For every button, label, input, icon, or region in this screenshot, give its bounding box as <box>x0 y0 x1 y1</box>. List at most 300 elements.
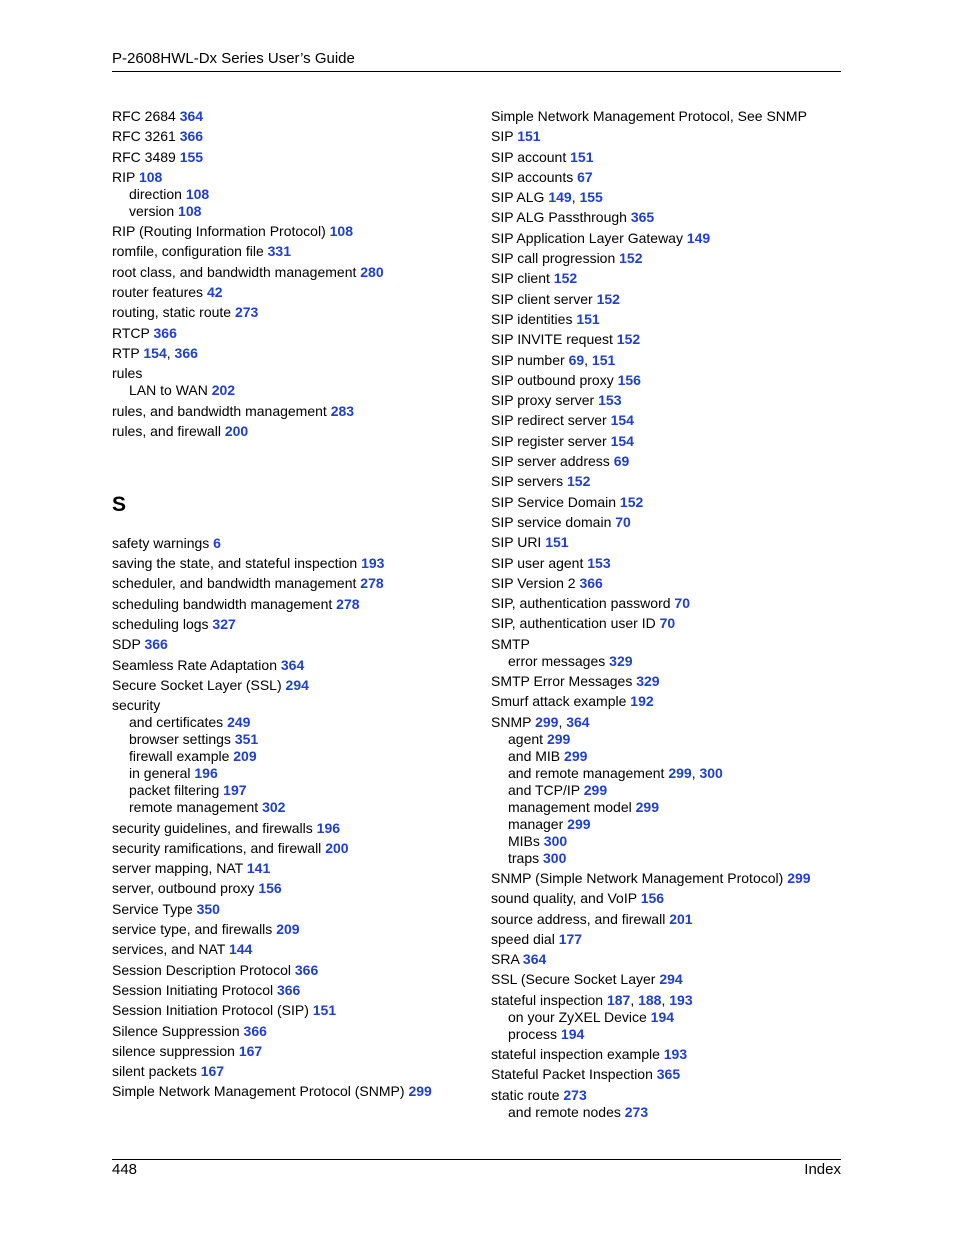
index-entry-block <box>491 128 841 145</box>
page-link[interactable]: 366 <box>243 1022 267 1039</box>
index-term: SIP Application Layer Gateway <box>491 229 683 246</box>
index-subentry <box>112 765 472 782</box>
index-entry <box>112 423 472 440</box>
index-term: scheduling bandwidth management <box>112 595 333 612</box>
page-link[interactable]: 177 <box>558 930 583 947</box>
index-entry <box>112 403 472 420</box>
page-link[interactable]: 299 <box>546 730 571 747</box>
page-link[interactable]: 365 <box>656 1066 681 1083</box>
page-link[interactable]: 67 <box>577 168 593 185</box>
page-link[interactable]: 350 <box>196 900 220 917</box>
page-link[interactable]: 299 <box>564 747 588 764</box>
page-link[interactable]: 152 <box>567 473 591 490</box>
index-subentry <box>491 1104 841 1121</box>
page-separator: , <box>571 189 580 206</box>
index-subentry <box>491 765 841 782</box>
index-entry-block <box>491 453 841 470</box>
index-term: on your ZyXEL Device <box>508 1008 647 1025</box>
page-link[interactable]: 194 <box>560 1025 585 1042</box>
page-link[interactable]: 154 <box>610 432 634 449</box>
index-entry <box>491 169 841 186</box>
index-entry-block <box>491 352 841 369</box>
page-link[interactable]: 108 <box>178 202 202 219</box>
index-entry-block <box>491 555 841 572</box>
index-entry-block <box>491 534 841 551</box>
index-term: SMTP <box>491 635 530 652</box>
index-entry <box>491 555 841 572</box>
index-subentry <box>491 799 841 816</box>
index-entry-block <box>112 982 472 999</box>
index-term: SNMP (Simple Network Management Protocol) <box>491 869 784 886</box>
page-link[interactable]: 108 <box>329 223 353 240</box>
index-term: management model <box>508 798 632 815</box>
index-term: service type, and firewalls <box>112 921 273 938</box>
index-entry <box>491 494 841 511</box>
index-entry-block <box>112 820 472 837</box>
index-entry <box>112 555 472 572</box>
index-entry-block <box>112 941 472 958</box>
index-term: routing, static route <box>112 304 232 321</box>
index-entry <box>491 1046 841 1063</box>
index-term: romfile, configuration file <box>112 243 264 260</box>
index-entry-block <box>491 209 841 226</box>
page-link[interactable]: 152 <box>553 270 578 287</box>
page-separator: , <box>691 764 700 781</box>
page-link[interactable]: 149 <box>686 229 711 246</box>
index-entry-block <box>112 264 472 281</box>
index-subentry <box>112 203 472 220</box>
index-term: RIP (Routing Information Protocol) <box>112 223 326 240</box>
index-entry-block <box>491 714 841 867</box>
page-link[interactable]: 364 <box>280 656 305 673</box>
index-entry <box>491 693 841 710</box>
index-term: SIP ALG <box>491 189 545 206</box>
index-entry-block <box>112 535 472 552</box>
index-entry-block <box>491 615 841 632</box>
page-link[interactable]: 187 <box>606 991 631 1008</box>
index-term: manager <box>508 815 564 832</box>
page-link[interactable]: 300 <box>543 832 568 849</box>
page-link[interactable]: 273 <box>234 304 259 321</box>
index-entry-block <box>112 677 472 694</box>
index-term: version <box>129 202 175 219</box>
index-term: Silence Suppression <box>112 1022 240 1039</box>
index-term: silent packets <box>112 1063 197 1080</box>
page-link[interactable]: 151 <box>570 148 594 165</box>
page-link[interactable]: 193 <box>361 555 385 572</box>
index-term: rules, and firewall <box>112 422 221 439</box>
index-entry <box>491 911 841 928</box>
page-link[interactable]: 167 <box>238 1042 263 1059</box>
page-link[interactable]: 154 <box>143 344 167 361</box>
index-term: browser settings <box>129 731 231 748</box>
index-entry-block <box>491 412 841 429</box>
index-entry <box>112 149 472 166</box>
page-link[interactable]: 192 <box>630 693 654 710</box>
index-column-left <box>112 108 472 1104</box>
page-link[interactable]: 151 <box>517 128 541 145</box>
index-entry-block <box>112 1023 472 1040</box>
index-term: silence suppression <box>112 1042 235 1059</box>
index-subentry <box>112 731 472 748</box>
page-link[interactable]: 299 <box>668 764 692 781</box>
page-link[interactable]: 152 <box>619 250 643 267</box>
page-separator: , <box>166 344 175 361</box>
index-term: packet filtering <box>129 782 220 799</box>
index-entry <box>491 291 841 308</box>
index-subentry <box>491 1026 841 1043</box>
index-entry <box>112 535 472 552</box>
page-link[interactable]: 300 <box>699 764 723 781</box>
page-link[interactable]: 156 <box>258 880 282 897</box>
index-entry-block <box>491 189 841 206</box>
page-link[interactable]: 152 <box>596 290 620 307</box>
index-entry <box>112 304 472 321</box>
page-link[interactable]: 153 <box>598 392 622 409</box>
index-entry-block <box>491 992 841 1043</box>
index-entry-block <box>491 514 841 531</box>
index-term: Session Initiating Protocol <box>112 981 274 998</box>
entries-s <box>112 535 472 1101</box>
index-entry <box>112 636 472 653</box>
index-entry <box>112 223 472 240</box>
page-link[interactable]: 155 <box>579 189 603 206</box>
page-link[interactable]: 249 <box>227 714 251 731</box>
page-link[interactable]: 278 <box>360 575 384 592</box>
index-term: SNMP <box>491 713 532 730</box>
page-link[interactable]: 151 <box>576 310 600 327</box>
index-term: static route <box>491 1086 560 1103</box>
index-entry-block <box>491 636 841 670</box>
index-term: and remote nodes <box>508 1103 621 1120</box>
index-term: scheduling logs <box>112 616 209 633</box>
page-link[interactable]: 366 <box>179 128 204 145</box>
page-link[interactable]: 299 <box>583 781 608 798</box>
index-term: scheduler, and bandwidth management <box>112 575 357 592</box>
section-letter: S <box>112 492 127 516</box>
page-link[interactable]: 151 <box>545 534 569 551</box>
page-link[interactable]: 194 <box>650 1008 675 1025</box>
index-entry <box>491 870 841 887</box>
page-link[interactable]: 280 <box>360 263 384 280</box>
index-entry-block <box>112 921 472 938</box>
index-entry-block <box>112 1002 472 1019</box>
index-entry-block <box>112 345 472 362</box>
page-link[interactable]: 364 <box>522 951 547 968</box>
page-link[interactable]: 299 <box>408 1083 432 1100</box>
index-term: security ramifications, and firewall <box>112 839 322 856</box>
index-entry <box>491 1087 841 1104</box>
page-link[interactable]: 193 <box>663 1045 688 1062</box>
page-link[interactable]: 6 <box>213 534 221 551</box>
page-link[interactable]: 299 <box>787 869 811 886</box>
index-entry <box>112 365 472 382</box>
index-term: SIP service domain <box>491 513 612 530</box>
page-link[interactable]: 156 <box>640 890 665 907</box>
page-link[interactable]: 294 <box>285 676 309 693</box>
index-term: source address, and firewall <box>491 910 666 927</box>
index-entry-block <box>112 1063 472 1080</box>
page-link[interactable]: 155 <box>179 148 204 165</box>
page-link[interactable]: 151 <box>591 351 616 368</box>
index-term: Seamless Rate Adaptation <box>112 656 277 673</box>
index-entry <box>112 1063 472 1080</box>
page-link[interactable]: 278 <box>336 595 360 612</box>
header-rule <box>112 71 841 72</box>
page-link[interactable]: 331 <box>267 243 291 260</box>
index-entry-block <box>491 433 841 450</box>
index-entry <box>491 890 841 907</box>
page-link[interactable]: 153 <box>587 554 611 571</box>
index-entry <box>491 636 841 653</box>
index-term: SIP, authentication user ID <box>491 615 656 632</box>
index-entry-block <box>112 860 472 877</box>
index-entry-block <box>491 230 841 247</box>
page-link[interactable]: 302 <box>262 799 286 816</box>
index-entry <box>491 575 841 592</box>
index-term: router features <box>112 284 204 301</box>
index-entry-block <box>112 284 472 301</box>
index-entry <box>112 616 472 633</box>
index-term: security guidelines, and firewalls <box>112 819 313 836</box>
index-term: server mapping, NAT <box>112 860 243 877</box>
index-term: sound quality, and VoIP <box>491 890 637 907</box>
page-link[interactable]: 209 <box>233 748 257 765</box>
page-link[interactable]: 152 <box>619 493 644 510</box>
index-term: SIP accounts <box>491 168 574 185</box>
page-link[interactable]: 42 <box>206 284 223 301</box>
index-term: SIP INVITE request <box>491 331 613 348</box>
index-term: rules <box>112 365 143 382</box>
index-entry-block <box>491 331 841 348</box>
index-term: SIP identities <box>491 310 573 327</box>
index-entry <box>112 982 472 999</box>
page-link[interactable]: 188 <box>638 991 662 1008</box>
entries-s-continued <box>491 108 841 1121</box>
index-term: RFC 3489 <box>112 148 176 165</box>
index-term: server, outbound proxy <box>112 880 255 897</box>
index-term: agent <box>508 730 544 747</box>
page-link[interactable]: 69 <box>613 453 630 470</box>
index-subentry <box>491 653 841 670</box>
page-link[interactable]: 149 <box>548 189 572 206</box>
index-term: RTP <box>112 344 140 361</box>
page-link[interactable]: 197 <box>223 782 247 799</box>
index-entry-block <box>491 693 841 710</box>
index-entry-block <box>491 971 841 988</box>
page-link[interactable]: 351 <box>234 731 259 748</box>
index-entry <box>491 250 841 267</box>
page-link[interactable]: 70 <box>659 615 676 632</box>
index-term: Session Initiation Protocol (SIP) <box>112 1002 309 1019</box>
page-link[interactable]: 364 <box>179 108 204 124</box>
page-link[interactable]: 201 <box>669 910 693 927</box>
index-subentry <box>112 186 472 203</box>
page-link[interactable]: 202 <box>211 382 236 399</box>
index-entry <box>112 345 472 362</box>
index-entry <box>491 331 841 348</box>
index-term: remote management <box>129 799 259 816</box>
index-entry-block <box>491 473 841 490</box>
index-entry <box>491 453 841 470</box>
index-entry <box>112 820 472 837</box>
index-entry <box>112 860 472 877</box>
index-entry-block <box>491 870 841 887</box>
index-entry <box>491 673 841 690</box>
index-term: SIP Service Domain <box>491 493 617 510</box>
index-subentry <box>112 748 472 765</box>
index-entry <box>491 230 841 247</box>
index-term: speed dial <box>491 930 555 947</box>
page-link[interactable]: 196 <box>194 765 218 782</box>
index-term: Service Type <box>112 900 193 917</box>
index-term: Smurf attack example <box>491 693 627 710</box>
page-link[interactable]: 299 <box>635 798 659 815</box>
page-link[interactable]: 366 <box>579 574 603 591</box>
index-entry <box>491 270 841 287</box>
page-link[interactable]: 366 <box>144 636 168 653</box>
index-term: RFC 2684 <box>112 108 176 124</box>
index-entry <box>112 677 472 694</box>
index-entry <box>491 473 841 490</box>
index-entry <box>112 1083 472 1100</box>
page-link[interactable]: 273 <box>563 1086 587 1103</box>
index-term: SIP servers <box>491 473 564 490</box>
index-entry-block <box>112 243 472 260</box>
index-entry-block <box>112 616 472 633</box>
index-term: LAN to WAN <box>129 382 208 399</box>
page-link[interactable]: 366 <box>276 981 301 998</box>
index-term: Secure Socket Layer (SSL) <box>112 676 282 693</box>
page-link[interactable]: 154 <box>610 412 634 429</box>
page-link[interactable]: 299 <box>567 815 591 832</box>
page-link[interactable]: 108 <box>185 185 210 202</box>
index-entry <box>491 951 841 968</box>
page-link[interactable]: 329 <box>636 673 660 690</box>
page-link[interactable]: 366 <box>294 961 319 978</box>
index-entry <box>491 128 841 145</box>
index-entry-block <box>112 365 472 399</box>
index-term: SIP redirect server <box>491 412 607 429</box>
index-entry <box>112 108 472 125</box>
index-term: and MIB <box>508 747 561 764</box>
index-entry <box>491 209 841 226</box>
page-link[interactable]: 200 <box>325 839 349 856</box>
page-link[interactable]: 294 <box>659 971 683 988</box>
page-link[interactable]: 156 <box>617 371 641 388</box>
index-term: MIBs <box>508 832 540 849</box>
page-link[interactable]: 300 <box>543 849 567 866</box>
page-link[interactable]: 196 <box>316 819 341 836</box>
index-entry <box>491 392 841 409</box>
index-entry <box>491 595 841 612</box>
index-entry <box>112 697 472 714</box>
index-entry <box>112 941 472 958</box>
index-entry-block <box>491 1046 841 1063</box>
page-link[interactable]: 69 <box>568 351 585 368</box>
index-term: SIP call progression <box>491 250 616 267</box>
page-link[interactable]: 273 <box>624 1103 649 1120</box>
index-entry <box>112 284 472 301</box>
page-link[interactable]: 144 <box>228 941 253 958</box>
page-separator: , <box>558 713 567 730</box>
index-term: SIP user agent <box>491 554 584 571</box>
index-entry-block <box>491 372 841 389</box>
index-entry-block <box>112 962 472 979</box>
page-link[interactable]: 200 <box>224 422 249 439</box>
index-term: Stateful Packet Inspection <box>491 1066 653 1083</box>
page-link[interactable]: 141 <box>246 860 271 877</box>
index-term: firewall example <box>129 748 230 765</box>
index-subentry <box>112 799 472 816</box>
index-entry-block <box>112 304 472 321</box>
page-separator: , <box>661 991 670 1008</box>
index-entry <box>491 149 841 166</box>
page-link[interactable]: 299 <box>535 713 559 730</box>
page-link[interactable]: 329 <box>609 652 633 669</box>
index-entry <box>491 352 841 369</box>
index-entry-block <box>491 250 841 267</box>
page-link[interactable]: 366 <box>153 324 177 341</box>
index-term: SIP client <box>491 270 550 287</box>
index-entry <box>112 243 472 260</box>
index-entry-block <box>491 951 841 968</box>
index-entry-block <box>112 555 472 572</box>
page-link[interactable]: 364 <box>566 713 590 730</box>
index-entry <box>112 921 472 938</box>
page-link[interactable]: 70 <box>674 595 690 612</box>
page-link[interactable]: 209 <box>276 921 300 938</box>
index-entry <box>491 433 841 450</box>
page-link[interactable]: 70 <box>615 513 631 530</box>
index-term: SDP <box>112 636 141 653</box>
index-entry <box>491 108 841 125</box>
index-entry <box>112 596 472 613</box>
index-subentry <box>491 833 841 850</box>
page-link[interactable]: 108 <box>138 168 163 185</box>
page-link[interactable]: 327 <box>212 616 236 633</box>
index-term: RFC 3261 <box>112 128 176 145</box>
page-separator: , <box>630 991 639 1008</box>
index-entry-block <box>491 108 841 125</box>
page-link[interactable]: 152 <box>616 331 641 348</box>
page-link[interactable]: 283 <box>330 402 355 419</box>
index-entry <box>112 840 472 857</box>
page-link[interactable]: 193 <box>669 991 693 1008</box>
index-entry-block <box>112 403 472 420</box>
index-term: Session Description Protocol <box>112 961 291 978</box>
index-entry <box>112 264 472 281</box>
page-link[interactable]: 151 <box>312 1002 337 1019</box>
index-entry <box>112 962 472 979</box>
footer-section: Index <box>804 1161 841 1178</box>
index-term: SIP <box>491 128 514 145</box>
index-term: root class, and bandwidth management <box>112 263 357 280</box>
entries-r <box>112 108 472 440</box>
index-entry-block <box>491 149 841 166</box>
index-term: SSL (Secure Socket Layer <box>491 971 656 988</box>
page-link[interactable]: 366 <box>174 344 198 361</box>
index-entry-block <box>112 1083 472 1100</box>
index-entry-block <box>112 901 472 918</box>
index-entry-block <box>112 596 472 613</box>
page-link[interactable]: 365 <box>630 209 655 226</box>
index-term: security <box>112 697 161 714</box>
index-entry <box>112 1043 472 1060</box>
page-link[interactable]: 167 <box>200 1063 225 1080</box>
index-entry <box>491 311 841 328</box>
index-term: error messages <box>508 652 606 669</box>
